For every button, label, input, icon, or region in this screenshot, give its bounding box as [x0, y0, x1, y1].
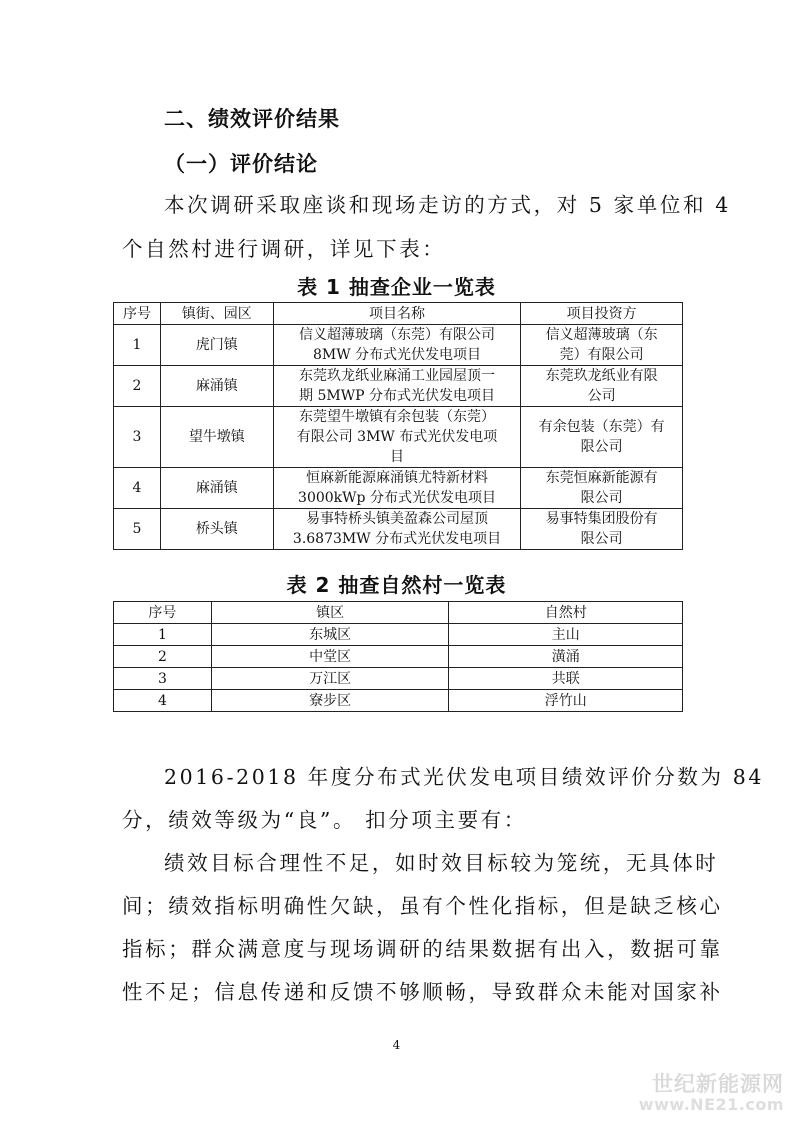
row-no: 5 — [114, 509, 161, 550]
row-investor: 东莞玖龙纸业有限 公司 — [521, 366, 683, 407]
table2-caption: 表 2 抽查自然村一览表 — [286, 573, 507, 597]
watermark-title: 世纪新能源网 — [652, 1072, 784, 1096]
table-row — [114, 325, 683, 366]
header-no: 序号 — [114, 303, 161, 325]
section-heading: 二、绩效评价结果 — [164, 107, 340, 131]
watermark-url: www.NE21.com — [638, 1095, 784, 1114]
table-row — [114, 468, 683, 509]
row-no: 3 — [114, 407, 161, 468]
row-village: 共联 — [449, 668, 683, 690]
header-investor: 项目投资方 — [521, 303, 683, 325]
row-no: 4 — [114, 690, 212, 712]
enterprise-table — [113, 302, 683, 550]
table-row — [114, 624, 683, 646]
deduction-line-3: 指标；群众满意度与现场调研的结果数据有出入，数据可靠 — [122, 937, 723, 961]
table-row — [114, 407, 683, 468]
row-no: 2 — [114, 646, 212, 668]
row-investor: 有余包装（东莞）有 限公司 — [521, 407, 683, 468]
row-investor: 东莞恒麻新能源有 限公司 — [521, 468, 683, 509]
deduction-line-2: 间；绩效指标明确性欠缺，虽有个性化指标，但是缺乏核心 — [122, 894, 723, 918]
table1-caption: 表 1 抽查企业一览表 — [297, 275, 496, 299]
row-town: 麻涌镇 — [160, 366, 273, 407]
row-project: 易事特桥头镇美盈森公司屋顶 3.6873MW 分布式光伏发电项目 — [273, 509, 521, 550]
table-row — [114, 646, 683, 668]
row-town: 中堂区 — [211, 646, 449, 668]
watermark — [632, 1068, 792, 1122]
village-table — [113, 601, 683, 712]
header-village: 自然村 — [449, 602, 683, 624]
row-no: 1 — [114, 624, 212, 646]
row-project: 信义超薄玻璃（东莞）有限公司 8MW 分布式光伏发电项目 — [273, 325, 521, 366]
row-investor: 信义超薄玻璃（东 莞）有限公司 — [521, 325, 683, 366]
conclusion-line-1: 2016-2018 年度分布式光伏发电项目绩效评价分数为 84 — [164, 765, 764, 789]
row-investor: 易事特集团股份有 限公司 — [521, 509, 683, 550]
row-town: 望牛墩镇 — [160, 407, 273, 468]
row-town: 万江区 — [211, 668, 449, 690]
table-header-row — [114, 602, 683, 624]
row-no: 1 — [114, 325, 161, 366]
row-project: 东莞望牛墩镇有余包装（东莞） 有限公司 3MW 布式光伏发电项 目 — [273, 407, 521, 468]
table-row — [114, 690, 683, 712]
header-no: 序号 — [114, 602, 212, 624]
row-town: 虎门镇 — [160, 325, 273, 366]
intro-line-2: 个自然村进行调研，详见下表： — [122, 237, 446, 261]
row-town: 麻涌镇 — [160, 468, 273, 509]
header-project: 项目名称 — [273, 303, 521, 325]
row-town: 东城区 — [211, 624, 449, 646]
row-village: 潢涌 — [449, 646, 683, 668]
deduction-line-4: 性不足；信息传递和反馈不够顺畅，导致群众未能对国家补 — [122, 980, 723, 1004]
table-row — [114, 509, 683, 550]
row-no: 2 — [114, 366, 161, 407]
row-village: 浮竹山 — [449, 690, 683, 712]
deduction-line-1: 绩效目标合理性不足，如时效目标较为笼统，无具体时 — [164, 851, 719, 875]
row-town: 桥头镇 — [160, 509, 273, 550]
row-village: 主山 — [449, 624, 683, 646]
row-town: 寮步区 — [211, 690, 449, 712]
row-project: 恒麻新能源麻涌镇尤特新材料 3000kWp 分布式光伏发电项目 — [273, 468, 521, 509]
page-number: 4 — [392, 1038, 401, 1052]
row-no: 3 — [114, 668, 212, 690]
header-town: 镇区 — [211, 602, 449, 624]
header-town: 镇街、园区 — [160, 303, 273, 325]
table-row — [114, 668, 683, 690]
row-no: 4 — [114, 468, 161, 509]
row-project: 东莞玖龙纸业麻涌工业园屋顶一 期 5MWP 分布式光伏发电项目 — [273, 366, 521, 407]
subsection-heading: （一）评价结论 — [164, 152, 318, 176]
conclusion-line-2: 分，绩效等级为“良”。 扣分项主要有： — [122, 808, 527, 832]
intro-line-1: 本次调研采取座谈和现场走访的方式，对 5 家单位和 4 — [164, 193, 731, 217]
table-row — [114, 366, 683, 407]
table-header-row — [114, 303, 683, 325]
